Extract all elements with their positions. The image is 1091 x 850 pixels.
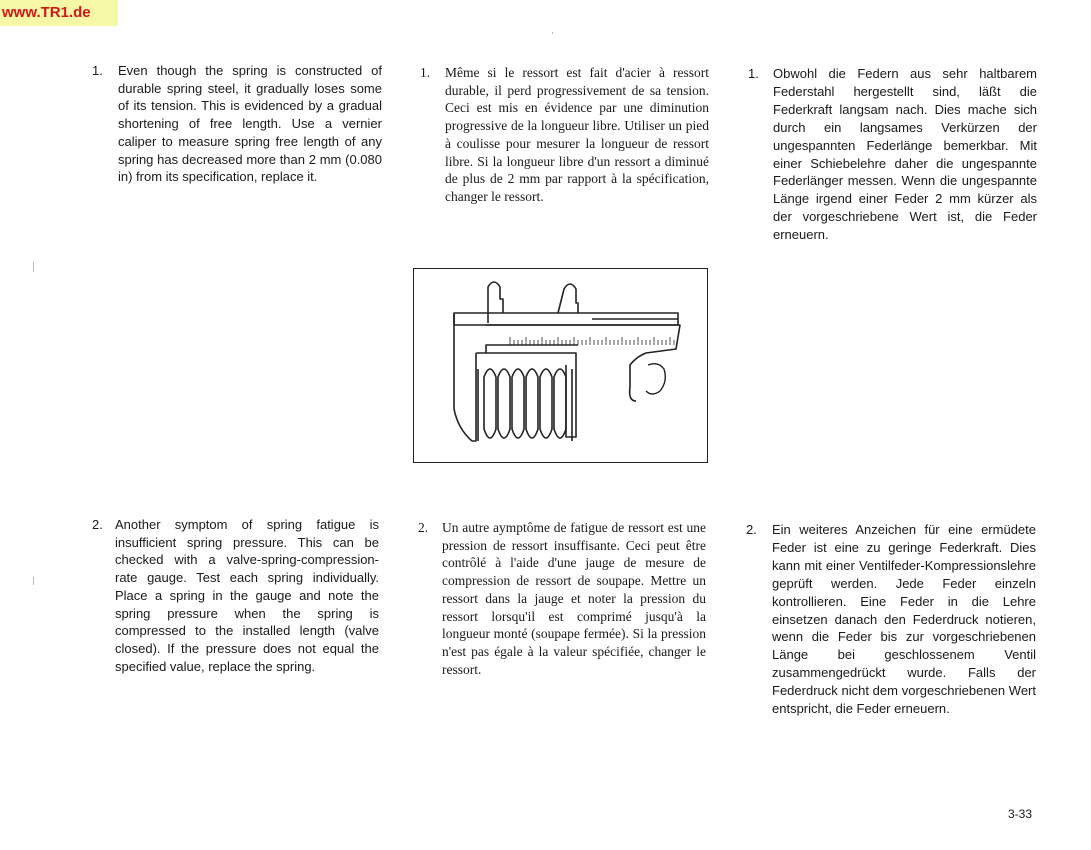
en-item-number: 1.: [92, 63, 103, 78]
scan-speck: [33, 262, 34, 272]
en-item-number: 2.: [92, 517, 103, 532]
de-paragraph-text: Ein weiteres Anzeichen für eine ermüdete Feder ist eine zu geringe Federkraft. Dies kann mit einer Ventilfeder-Kompressionslehre geprüft werden. Jede Feder einzeln kontrollieren. Eine Feder in die Lehre einsetzen danach den Federdruck notieren, wenn die Feder bis zur vorgeschriebenen Länge bei geschlossenem Ventil zusammengedrückt wurde. Falls der Federdruck nicht dem vorgeschriebenen Wert entspricht, die Feder erneuern.: [772, 522, 1036, 717]
scan-speck: [33, 577, 34, 585]
de-item-number: 1.: [748, 66, 759, 81]
vernier-caliper-icon: [414, 269, 706, 461]
watermark: www.TR1.de: [0, 0, 118, 26]
caliper-spring-illustration: [413, 268, 708, 463]
de-item-number: 2.: [746, 522, 757, 537]
en-paragraph-text: Even though the spring is constructed of durable spring steel, it gradually loses some of its tension. This is evidenced by a gradual shortening of free length. Use a vernier caliper to measure spring free length of any spring has decreased more than 2 mm (0.080 in) from its specification, replace it.: [118, 63, 382, 185]
fr-item-number: 2.: [418, 520, 429, 535]
fr-item-number: 1.: [420, 65, 431, 80]
scan-speck: [552, 32, 553, 34]
fr-paragraph-text: Même si le ressort est fait d'acier à ressort durable, il perd progressivement de sa tension. Ceci est mis en évidence par une diminution progressive de la longueur libre. Utiliser un pied à coulisse pour mesurer la longueur de ressort libre. Si la longueur libre d'un ressort a diminué de plus de 2 mm par rapport à la spécification, changer le ressort.: [445, 65, 709, 204]
en-paragraph-text: Another symptom of spring fatigue is insufficient spring pressure. This can be checked with a valve-spring-compression-rate gauge. Test each spring individually. Place a spring in the gauge and note the spring pressure when the spring is compressed to the installed length (valve closed). If the pressure does not equal the specified value, replace the spring.: [115, 517, 379, 674]
fr-paragraph-text: Un autre aymptôme de fatigue de ressort est une pression de ressort insuffisante. Ceci peut être contrôlé à l'aide d'une jauge de mesure de compression de ressort de soupape. Mettre un ressort dans la jauge et noter la pression du ressort lorsqu'il est comprimé jusqu'à la longueur monté (soupape fermée). Si la pression n'est pas égale à la valeur spécifiée, changer le ressort.: [442, 520, 706, 677]
de-paragraph-text: Obwohl die Federn aus sehr haltbarem Federstahl hergestellt sind, läßt die Federkraft langsam nach. Dies mache sich durch ein langsames Verkürzen der ungespannten Federlänge bemerkbar. Mit einer Schiebelehre daher die ungespannte Federlänger messen. Wenn die ungespannte Länge irgend einer Feder 2 mm kürzer als der vorgeschriebene Wert ist, die Feder erneuern.: [773, 66, 1037, 243]
page-number: 3-33: [1008, 807, 1033, 821]
